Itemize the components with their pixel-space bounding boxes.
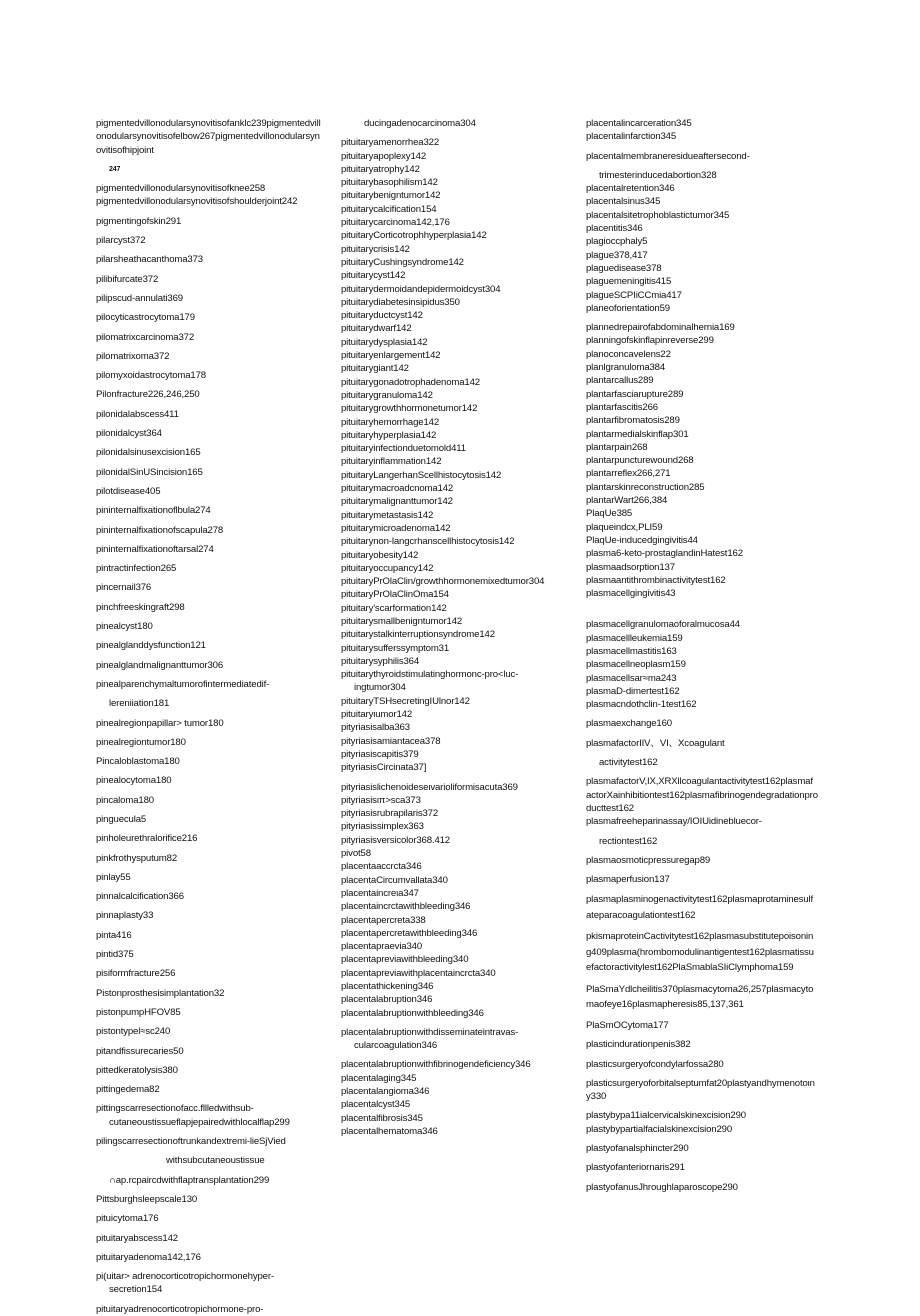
index-entry: pininternalfixationofscapula278 (96, 524, 224, 536)
index-entry: placentaaccrcta346 (341, 861, 422, 873)
index-entry: pityriasisrubrapilaris372 (341, 808, 439, 820)
index-entry: placentalmembraneresidueaftersecond- (586, 150, 750, 162)
index-entry: pituitarysyphilis364 (341, 655, 420, 667)
index-entry: plantarpain268 (586, 441, 648, 453)
index-entry: plantarskinreconstruction285 (586, 481, 705, 493)
index-entry: plaqueindcx,PLI59 (586, 521, 663, 533)
index-entry: pituitarygiant142 (341, 363, 409, 375)
index-entry: plasmaosmoticpressuregap89 (586, 854, 711, 866)
index-entry: pinholeurethralorifice216 (96, 833, 198, 845)
index-entry: placentapraevia340 (341, 941, 423, 953)
index-entry: pituitaryinfectionduetomold411 (341, 443, 466, 455)
index-entry: pittingscarresectionofacc.fllledwithsub- (96, 1103, 254, 1115)
index-entry: placentalhematoma346 (341, 1125, 438, 1137)
index-entry: placentalinfarction345 (586, 131, 677, 143)
index-entry: pilonidalsinusexcision165 (96, 447, 201, 459)
index-entry: pituitary'scarformation142 (341, 602, 447, 614)
index-entry: pituitaryLangerhanScellhistocytosis142 (341, 469, 502, 481)
index-entry: pilotdisease405 (96, 485, 161, 497)
index-entry: pinta416 (96, 929, 132, 941)
index-entry: pituitarythyroidstimulatinghormonc-pro<luc- (341, 669, 519, 681)
index-entry: plasmacellleukemia159 (586, 632, 683, 644)
index-entry: pinealocytoma180 (96, 775, 172, 787)
index-entry: pilonidalSinUSincision165 (96, 466, 203, 478)
index-entry: placentalsitetrophoblastictumor345 (586, 209, 730, 221)
index-entry: plasmafreeheparinassay/IOIUidinebluecor- (586, 816, 762, 828)
index-entry: placentaincreιa347 (341, 887, 419, 899)
index-entry: plantarfascitis266 (586, 401, 658, 413)
index-entry: pilomyxoidastrocytoma178 (96, 370, 206, 382)
index-entry: PlaqUe385 (586, 508, 633, 520)
index-entry: pintractinfection265 (96, 563, 177, 575)
index-entry: ducingadenocarcinoma304 (364, 118, 476, 129)
index-entry: plantarfibromatosis289 (586, 415, 680, 427)
index-entry: pituitarybenigntumor142 (341, 190, 441, 202)
index-entry: secretion154 (109, 1284, 163, 1296)
index-entry: plasticsurgeryoforbitalseptumfat20plastyandhymenotoιny330 (586, 1077, 815, 1103)
index-entry: placentalincarceration345 (586, 118, 692, 129)
index-entry: plantarfasciarupture289 (586, 388, 684, 400)
index-entry: pituitarydysplasia142 (341, 336, 428, 348)
index-entry: pituitaryenlargement142 (341, 350, 441, 362)
index-entry: pityriasisCircinata37] (341, 762, 427, 774)
index-entry: activitytest162 (599, 757, 658, 769)
index-entry: plasmaadsorption137 (586, 561, 675, 573)
index-entry: plaguemeningitis415 (586, 276, 672, 288)
index-entry: plasmafactorV,IX,XRXllcoagulantactivitytest162plasmafactorXainhibitiontest162plasmafibrinogendegradationproducttest162 (586, 776, 818, 814)
index-entry: plasticsurgeryofcondylarfossa280 (586, 1058, 724, 1070)
index-entry: ingtumor304 (354, 682, 406, 694)
index-entry: pilipscud-annulati369 (96, 292, 183, 304)
index-entry: pityriasisalba363 (341, 722, 410, 734)
index-entry: plastybypa11ialcervicalskinexcision290 (586, 1110, 746, 1122)
index-entry: pistontypel≈sc240 (96, 1026, 171, 1038)
index-entry: plasmaantithrombinactivitytest162 (586, 574, 726, 586)
index-entry: pincaloma180 (96, 794, 154, 806)
index-entry: pituitarymacroadcnoma142 (341, 483, 454, 495)
index-entry: plasmacndothclin-1test162 (586, 699, 697, 711)
index-entry: pi(uitar> adrenocorticotropichormonehyper- (96, 1271, 274, 1283)
index-entry: plaguedisease378 (586, 262, 662, 274)
index-entry: placentathickening346 (341, 981, 434, 992)
index-entry: pinealglanddysfunction121 (96, 640, 206, 652)
index-entry: plague378,417 (586, 249, 648, 261)
index-entry: plantarWart266,384 (586, 495, 668, 507)
index-entry: pituitaryιumor142 (341, 709, 413, 721)
index-entry: pituitaryamenorrhea322 (341, 137, 440, 149)
index-entry: placentalabruption346 (341, 994, 433, 1006)
index-entry: pituitarycalcification154 (341, 203, 437, 215)
index-entry: planeoforientation59 (586, 302, 670, 314)
index-entry: pituitarymalignanttumor142 (341, 496, 453, 508)
index-entry: plasma6-keto-prostaglandinHatest162 (586, 548, 743, 560)
index-entry: pituitaryCushingsyndrome142 (341, 256, 464, 268)
index-entry: trimesterinducedabortion328 (599, 169, 717, 181)
index-entry: pituitaryinflammation142 (341, 456, 442, 468)
index-entry: pityriasiscapitis379 (341, 748, 419, 760)
index-entry: pituitarygranuloma142 (341, 389, 433, 401)
index-entry: pityriasisιπ>sca373 (341, 794, 421, 806)
index-entry: plastybypartialfacialskinexcision290 (586, 1123, 733, 1135)
index-entry: placentaincrctawithbleeding346 (341, 901, 471, 913)
index-entry: pituitarygonadotrophadenoma142 (341, 376, 480, 388)
index-entry: placentapreviawithplacentaincrcta340 (341, 967, 496, 979)
index-entry: pituitarydiabetesinsipidus350 (341, 296, 460, 308)
index-entry: pituitarystalkinterruptionsyndrome142 (341, 629, 495, 641)
index-entry: pituitarydermoidandepidermoidcyst304 (341, 283, 501, 295)
index-entry: pisiformfracture256 (96, 968, 176, 980)
index-entry: pilomatrixoma372 (96, 350, 170, 362)
index-entry: pinchfreeskingraft298 (96, 601, 185, 613)
index-entry: plasmafactorIIV、VI、Xcoagulant (586, 737, 725, 749)
index-entry: pkismaproteinCactivitytest162plasmasubstitutepoisoning409plasma(hrombomodulinantigentest162plasmatissuefactoractivitylest162PlaSmablaSIiClymphoma159 (586, 931, 814, 974)
index-entry: plasmacellgranulomaoforalmucosa44 (586, 619, 740, 631)
index-entry: pigmentedvillonodularsynovitisofknee258 (96, 183, 266, 195)
index-entry: pintid375 (96, 949, 134, 961)
index-entry: planoconcavelens22 (586, 348, 671, 360)
index-entry: plasmaplasminogenactivitytest162plasmaprotaminesulfateparacoagulationtest162 (586, 894, 813, 921)
index-entry: pituitaryCorticotrophhyperplasia142 (341, 230, 487, 242)
index-entry: placentapreviawithbleeding340 (341, 954, 469, 966)
index-entry: placentapercretawithbleeding346 (341, 927, 478, 939)
index-entry: cutaneoustissueflapjepairedwithlocalflap299 (109, 1116, 290, 1128)
index-entry: pituitaryoccupancy142 (341, 562, 434, 574)
index-entry: pincernail376 (96, 582, 152, 594)
index-entry: planningofskinflapinreverse299 (586, 335, 714, 347)
index-entry: pituitaryatrophy142 (341, 163, 420, 175)
index-column-1 (96, 117, 324, 1316)
index-entry: pitandfissurecaries50 (96, 1045, 184, 1057)
index-entry: pituicytoma176 (96, 1213, 159, 1225)
index-entry: placentapercreta338 (341, 914, 426, 926)
index-entry: pinguecula5 (96, 813, 147, 825)
index-entry: pituitarybasophilism142 (341, 177, 438, 189)
index-entry: pigmentedvillonodularsynovitisofshoulderjoint242 (96, 196, 298, 208)
index-entry: placentalsinus345 (586, 196, 661, 208)
index-entry: pinealregionpapillar> tumor180 (96, 717, 224, 729)
index-entry: plastyofanalsphincter290 (586, 1143, 689, 1155)
index-entry: pituitarycyst142 (341, 270, 406, 282)
index-entry: Pistonprosthesisimplantation32 (96, 987, 225, 999)
index-entry: pituitaryobesity142 (341, 549, 419, 561)
index-entry: pistonpumpHFOV85 (96, 1006, 181, 1018)
index-entry: pinealregiontumor180 (96, 736, 186, 748)
index-entry: pituitaryPrOlaClinOma154 (341, 589, 449, 601)
index-column-3 (586, 117, 818, 1194)
index-entry: plasmaexchange160 (586, 718, 672, 730)
index-entry: plasmaperfusion137 (586, 874, 670, 886)
index-entry: placentalfibrosis345 (341, 1112, 423, 1124)
index-entry: pityriasisamiantacea378 (341, 735, 441, 747)
index-entry: plastyofanusJhroughlaparoscope290 (586, 1181, 738, 1193)
index-entry: placentalabruptionwithbleeding346 (341, 1007, 484, 1019)
index-entry: Pilonfracture226,246,250 (96, 389, 200, 401)
index-entry: placentalaging345 (341, 1072, 417, 1084)
index-entry: plasmacellmastitis163 (586, 645, 677, 657)
index-entry: pilarcyst372 (96, 235, 146, 247)
index-entry: pininternalfixationoflbula274 (96, 505, 211, 517)
index-entry: PlaqUe-inducedgingivitis44 (586, 534, 698, 546)
index-entry: pinnalcalcification366 (96, 891, 184, 903)
index-entry: placentalcyst345 (341, 1099, 411, 1111)
index-entry: withsubcutaneoustissue (166, 1155, 265, 1167)
index-entry: ∩ap.rcpaircdwithflaptransplantation299 (109, 1174, 270, 1186)
index-entry: plagioccphaly5 (586, 236, 648, 248)
index-entry: placentalangioma346 (341, 1086, 430, 1098)
index-entry: plantarmedialskinflap301 (586, 428, 689, 440)
index-entry: pituitaryhemorrhage142 (341, 416, 440, 428)
index-entry: plantarpuncturewound268 (586, 455, 694, 467)
index-entry: pituitaryadenoma142,176 (96, 1251, 201, 1263)
index-entry: placentalretention346 (586, 183, 675, 195)
index-entry: pituitaryapoplexy142 (341, 150, 427, 162)
index-entry: PlaSmaYdlcheilitis370plasmacytoma26,257plasmacytomaofeye16plasmapheresis85,137,361 (586, 983, 814, 1011)
index-entry: pituitarycrisis142 (341, 243, 410, 255)
index-entry: pituitarymetastasis142 (341, 509, 434, 521)
index-entry: pilingscarresectionoftrunkandextremi-lieSjVied (96, 1136, 286, 1148)
index-entry: pituitaryadrenocorticotropichormone-pro- (96, 1303, 264, 1315)
index-entry: pilarsheathacanthoma373 (96, 254, 203, 266)
index-entry: pituitarycarcinoma142,176 (341, 217, 450, 229)
index-entry: pituitaryductcyst142 (341, 310, 423, 322)
index-entry: plantarcallus289 (586, 375, 654, 387)
index-entry: placentitis346 (586, 223, 643, 235)
index-entry: Pittsburghsleepscale130 (96, 1193, 198, 1205)
index-entry: plantarreflex266,271 (586, 468, 671, 480)
index-entry: placentaCircumvallata340 (341, 874, 448, 886)
index-entry: pilomatrixcarcinoma372 (96, 331, 195, 343)
index-entry: pituitaryhyperplasia142 (341, 429, 437, 441)
index-entry: plasmacellneoplasm159 (586, 659, 686, 671)
index-entry: pinkfrothysputum82 (96, 852, 178, 864)
index-entry: plasmaD-dimertest162 (586, 685, 680, 697)
index-entry: pilonidalabscess411 (96, 408, 179, 420)
index-entry: cularcoagulation346 (354, 1040, 438, 1052)
index-entry: pinnaplasty33 (96, 910, 154, 922)
index-entry: pituitarygrowthhormonetumor142 (341, 403, 478, 415)
index-entry: pituitaryTSHsecretingIUlnor142 (341, 695, 470, 707)
index-entry: plannedrepairofabdominalhernia169 (586, 322, 735, 334)
index-entry: pityriasisversicolor368.412 (341, 834, 450, 846)
index-entry: pininternalfixationoftarsal274 (96, 543, 214, 555)
index-entry: pinlay55 (96, 871, 131, 883)
index-entry: pilonidalcyst364 (96, 428, 162, 440)
index-entry: pinealparenchymaltumorofintermediatedif- (96, 678, 270, 690)
index-entry: 247 (109, 165, 121, 173)
index-entry: pituitaryPrOlaClin/growthhormonemixedtumor304 (341, 576, 545, 588)
index-column-2 (341, 117, 573, 1138)
index-entry: plasmacellsar≈ma243 (586, 672, 677, 684)
index-entry: pituitarymicroadenoma142 (341, 522, 451, 534)
index-entry: planlgranuloma384 (586, 362, 666, 374)
index-entry: pituitarynon-langcrhanscellhistocytosis142 (341, 536, 515, 548)
index-entry: rectiontest162 (599, 835, 658, 847)
index-entry: pituitarydwarf142 (341, 323, 412, 335)
index-entry: plastyofanteriornaris291 (586, 1162, 685, 1174)
index-entry: pivot58 (341, 848, 371, 860)
index-entry: plasmacellgingivitis43 (586, 588, 676, 600)
index-entry: Pincaloblastoma180 (96, 756, 180, 768)
index-entry: pilibifurcate372 (96, 273, 159, 285)
index-entry: placentalabruptionwithfibrinogendeficiency346 (341, 1059, 531, 1071)
index-entry: lereniiation181 (109, 698, 170, 710)
index-entry: pituitaryabscess142 (96, 1232, 178, 1244)
index-entry: pilocyticastrocytoma179 (96, 312, 195, 324)
index-entry: plagueSCPIiCCmia417 (586, 289, 682, 301)
index-entry: pituitarysufferssymptom31 (341, 642, 450, 654)
index-entry: pigmentingofskin291 (96, 215, 182, 227)
index-entry: pityriasissimplex363 (341, 821, 424, 833)
index-entry: pinealcyst180 (96, 621, 153, 633)
index-entry: pinealglandmalignanttumor306 (96, 659, 224, 671)
index-entry: plasticindurationpenis382 (586, 1039, 691, 1051)
index-entry: pittingedema82 (96, 1084, 160, 1096)
index-entry: pigmentedvillonodularsynovitisofanklc239pigmentedvillonodularsynovitisofelbow267pigmentedvillonodularsynovitisofhipjoint (96, 118, 321, 156)
index-entry: PlaSmOCytoma177 (586, 1019, 669, 1031)
index-entry: pittedkeratolysis380 (96, 1064, 178, 1076)
index-entry: placentalabruptionwithdisseminateintravas- (341, 1026, 519, 1038)
index-entry: pituitarysmallbenigntumor142 (341, 615, 463, 627)
index-entry: pityriasislichenoideseιvarioliformisacuta369 (341, 781, 518, 793)
